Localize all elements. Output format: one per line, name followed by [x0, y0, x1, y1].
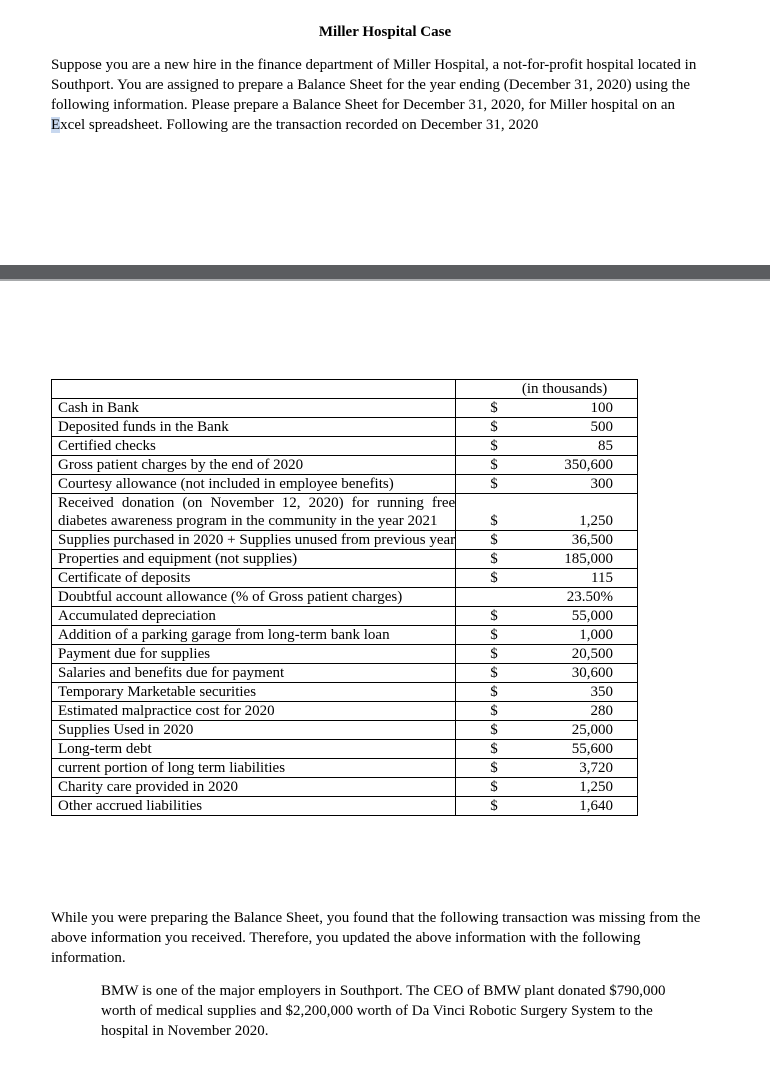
transactions-table	[51, 379, 638, 816]
currency-symbol: $	[490, 722, 498, 738]
row-value-cell	[456, 475, 638, 494]
row-value: 1,250	[579, 513, 613, 529]
row-value-cell	[456, 740, 638, 759]
currency-symbol: $	[490, 419, 498, 435]
row-value-cell	[456, 550, 638, 569]
table-row	[52, 740, 638, 759]
row-label: Certificate of deposits	[52, 569, 456, 588]
row-label: Addition of a parking garage from long-term bank loan	[52, 626, 456, 645]
table-row	[52, 607, 638, 626]
row-label: Doubtful account allowance (% of Gross patient charges)	[52, 588, 456, 607]
intro-text-end: xcel spreadsheet. Following are the transaction recorded on December 31, 2020	[60, 117, 539, 133]
row-value: 23.50%	[566, 589, 613, 605]
table-row	[52, 778, 638, 797]
currency-symbol: $	[490, 551, 498, 567]
table-header-row	[52, 380, 638, 399]
currency-symbol: $	[490, 741, 498, 757]
table-row	[52, 721, 638, 740]
currency-symbol: $	[490, 798, 498, 814]
missing-transaction-paragraph: While you were preparing the Balance Sheet, you found that the following transaction was missing from the above information you received. Therefore, you updated the above information with the following information.	[51, 910, 701, 966]
row-value: 36,500	[571, 532, 613, 548]
row-value: 85	[598, 438, 613, 454]
row-value: 280	[590, 703, 613, 719]
row-value: 185,000	[564, 551, 613, 567]
row-value: 350,600	[564, 457, 613, 473]
table-row	[52, 437, 638, 456]
row-value-cell	[456, 531, 638, 550]
row-value: 3,720	[579, 760, 613, 776]
row-value-cell	[456, 456, 638, 475]
row-label: Deposited funds in the Bank	[52, 418, 456, 437]
currency-symbol: $	[490, 608, 498, 624]
table-header-unit-cell	[456, 380, 638, 399]
row-label: Supplies purchased in 2020 + Supplies unused from previous year	[52, 531, 456, 550]
table-row	[52, 399, 638, 418]
currency-symbol: $	[490, 513, 498, 529]
table-row	[52, 456, 638, 475]
row-value-cell	[456, 437, 638, 456]
row-value-cell	[456, 588, 638, 607]
row-label: Supplies Used in 2020	[52, 721, 456, 740]
row-value: 300	[590, 476, 613, 492]
row-value-cell	[456, 664, 638, 683]
row-value-cell	[456, 797, 638, 816]
row-value-cell	[456, 702, 638, 721]
row-value-cell	[456, 418, 638, 437]
intro-paragraph	[51, 55, 701, 135]
currency-symbol: $	[490, 400, 498, 416]
row-label: Charity care provided in 2020	[52, 778, 456, 797]
table-row	[52, 475, 638, 494]
row-label: Temporary Marketable securities	[52, 683, 456, 702]
currency-symbol: $	[490, 703, 498, 719]
row-value: 30,600	[571, 665, 613, 681]
row-value-cell	[456, 494, 638, 531]
table-row	[52, 569, 638, 588]
row-value: 25,000	[571, 722, 613, 738]
currency-symbol: $	[490, 570, 498, 586]
row-value: 20,500	[571, 646, 613, 662]
row-value-cell	[456, 645, 638, 664]
table-row	[52, 626, 638, 645]
row-label: Payment due for supplies	[52, 645, 456, 664]
row-value-cell	[456, 399, 638, 418]
row-value-cell	[456, 721, 638, 740]
currency-symbol: $	[490, 627, 498, 643]
intro-text-start: Suppose you are a new hire in the finance department of Miller Hospital, a not-for-profit hospital located in Southport. You are assigned to prepare a Balance Sheet for the year ending (December 31, 2020) using the following information. Please prepare a Balance Sheet for December 31, 2020, for Miller hospital on an	[51, 57, 697, 113]
table-row	[52, 702, 638, 721]
row-label: Accumulated depreciation	[52, 607, 456, 626]
row-label: Salaries and benefits due for payment	[52, 664, 456, 683]
unit-header: (in thousands)	[521, 381, 608, 397]
row-value: 55,000	[571, 608, 613, 624]
row-value: 500	[590, 419, 613, 435]
row-label: Long-term debt	[52, 740, 456, 759]
row-value-cell	[456, 683, 638, 702]
row-value-cell	[456, 759, 638, 778]
currency-symbol: $	[490, 665, 498, 681]
table-row	[52, 588, 638, 607]
row-value: 1,640	[579, 798, 613, 814]
table-row	[52, 797, 638, 816]
currency-symbol: $	[490, 532, 498, 548]
row-value: 115	[591, 570, 613, 586]
row-label: current portion of long term liabilities	[52, 759, 456, 778]
document-title: Miller Hospital Case	[318, 24, 452, 40]
table-row	[52, 531, 638, 550]
table-row	[52, 664, 638, 683]
table-row	[52, 494, 638, 531]
currency-symbol: $	[490, 646, 498, 662]
row-value: 1,000	[579, 627, 613, 643]
row-value: 100	[590, 400, 613, 416]
row-label: Certified checks	[52, 437, 456, 456]
row-label: Gross patient charges by the end of 2020	[52, 456, 456, 475]
row-value: 350	[590, 684, 613, 700]
row-value-cell	[456, 607, 638, 626]
table-row	[52, 759, 638, 778]
currency-symbol: $	[490, 760, 498, 776]
row-value: 55,600	[571, 741, 613, 757]
currency-symbol: $	[490, 684, 498, 700]
row-label: Properties and equipment (not supplies)	[52, 550, 456, 569]
currency-symbol: $	[490, 476, 498, 492]
row-label: Cash in Bank	[52, 399, 456, 418]
row-value-cell	[456, 626, 638, 645]
text-selection-highlight: E	[51, 117, 61, 133]
row-value-cell	[456, 778, 638, 797]
row-value: 1,250	[579, 779, 613, 795]
row-label: Courtesy allowance (not included in employee benefits)	[52, 475, 456, 494]
currency-symbol: $	[490, 457, 498, 473]
row-label: Estimated malpractice cost for 2020	[52, 702, 456, 721]
table-row	[52, 683, 638, 702]
row-label: Other accrued liabilities	[52, 797, 456, 816]
table-header-blank-cell	[52, 380, 456, 399]
currency-symbol: $	[490, 438, 498, 454]
page-divider-bar	[0, 265, 770, 281]
bmw-donation-paragraph: BMW is one of the major employers in Southport. The CEO of BMW plant donated $790,000 worth of medical supplies and $2,200,000 worth of Da Vinci Robotic Surgery System to the hospital in November 2020.	[101, 983, 666, 1039]
table-row	[52, 550, 638, 569]
currency-symbol: $	[490, 779, 498, 795]
row-label: Received donation (on November 12, 2020) for running free diabetes awareness program in the community in the year 2021	[52, 494, 456, 531]
table-row	[52, 645, 638, 664]
table-row	[52, 418, 638, 437]
row-value-cell	[456, 569, 638, 588]
